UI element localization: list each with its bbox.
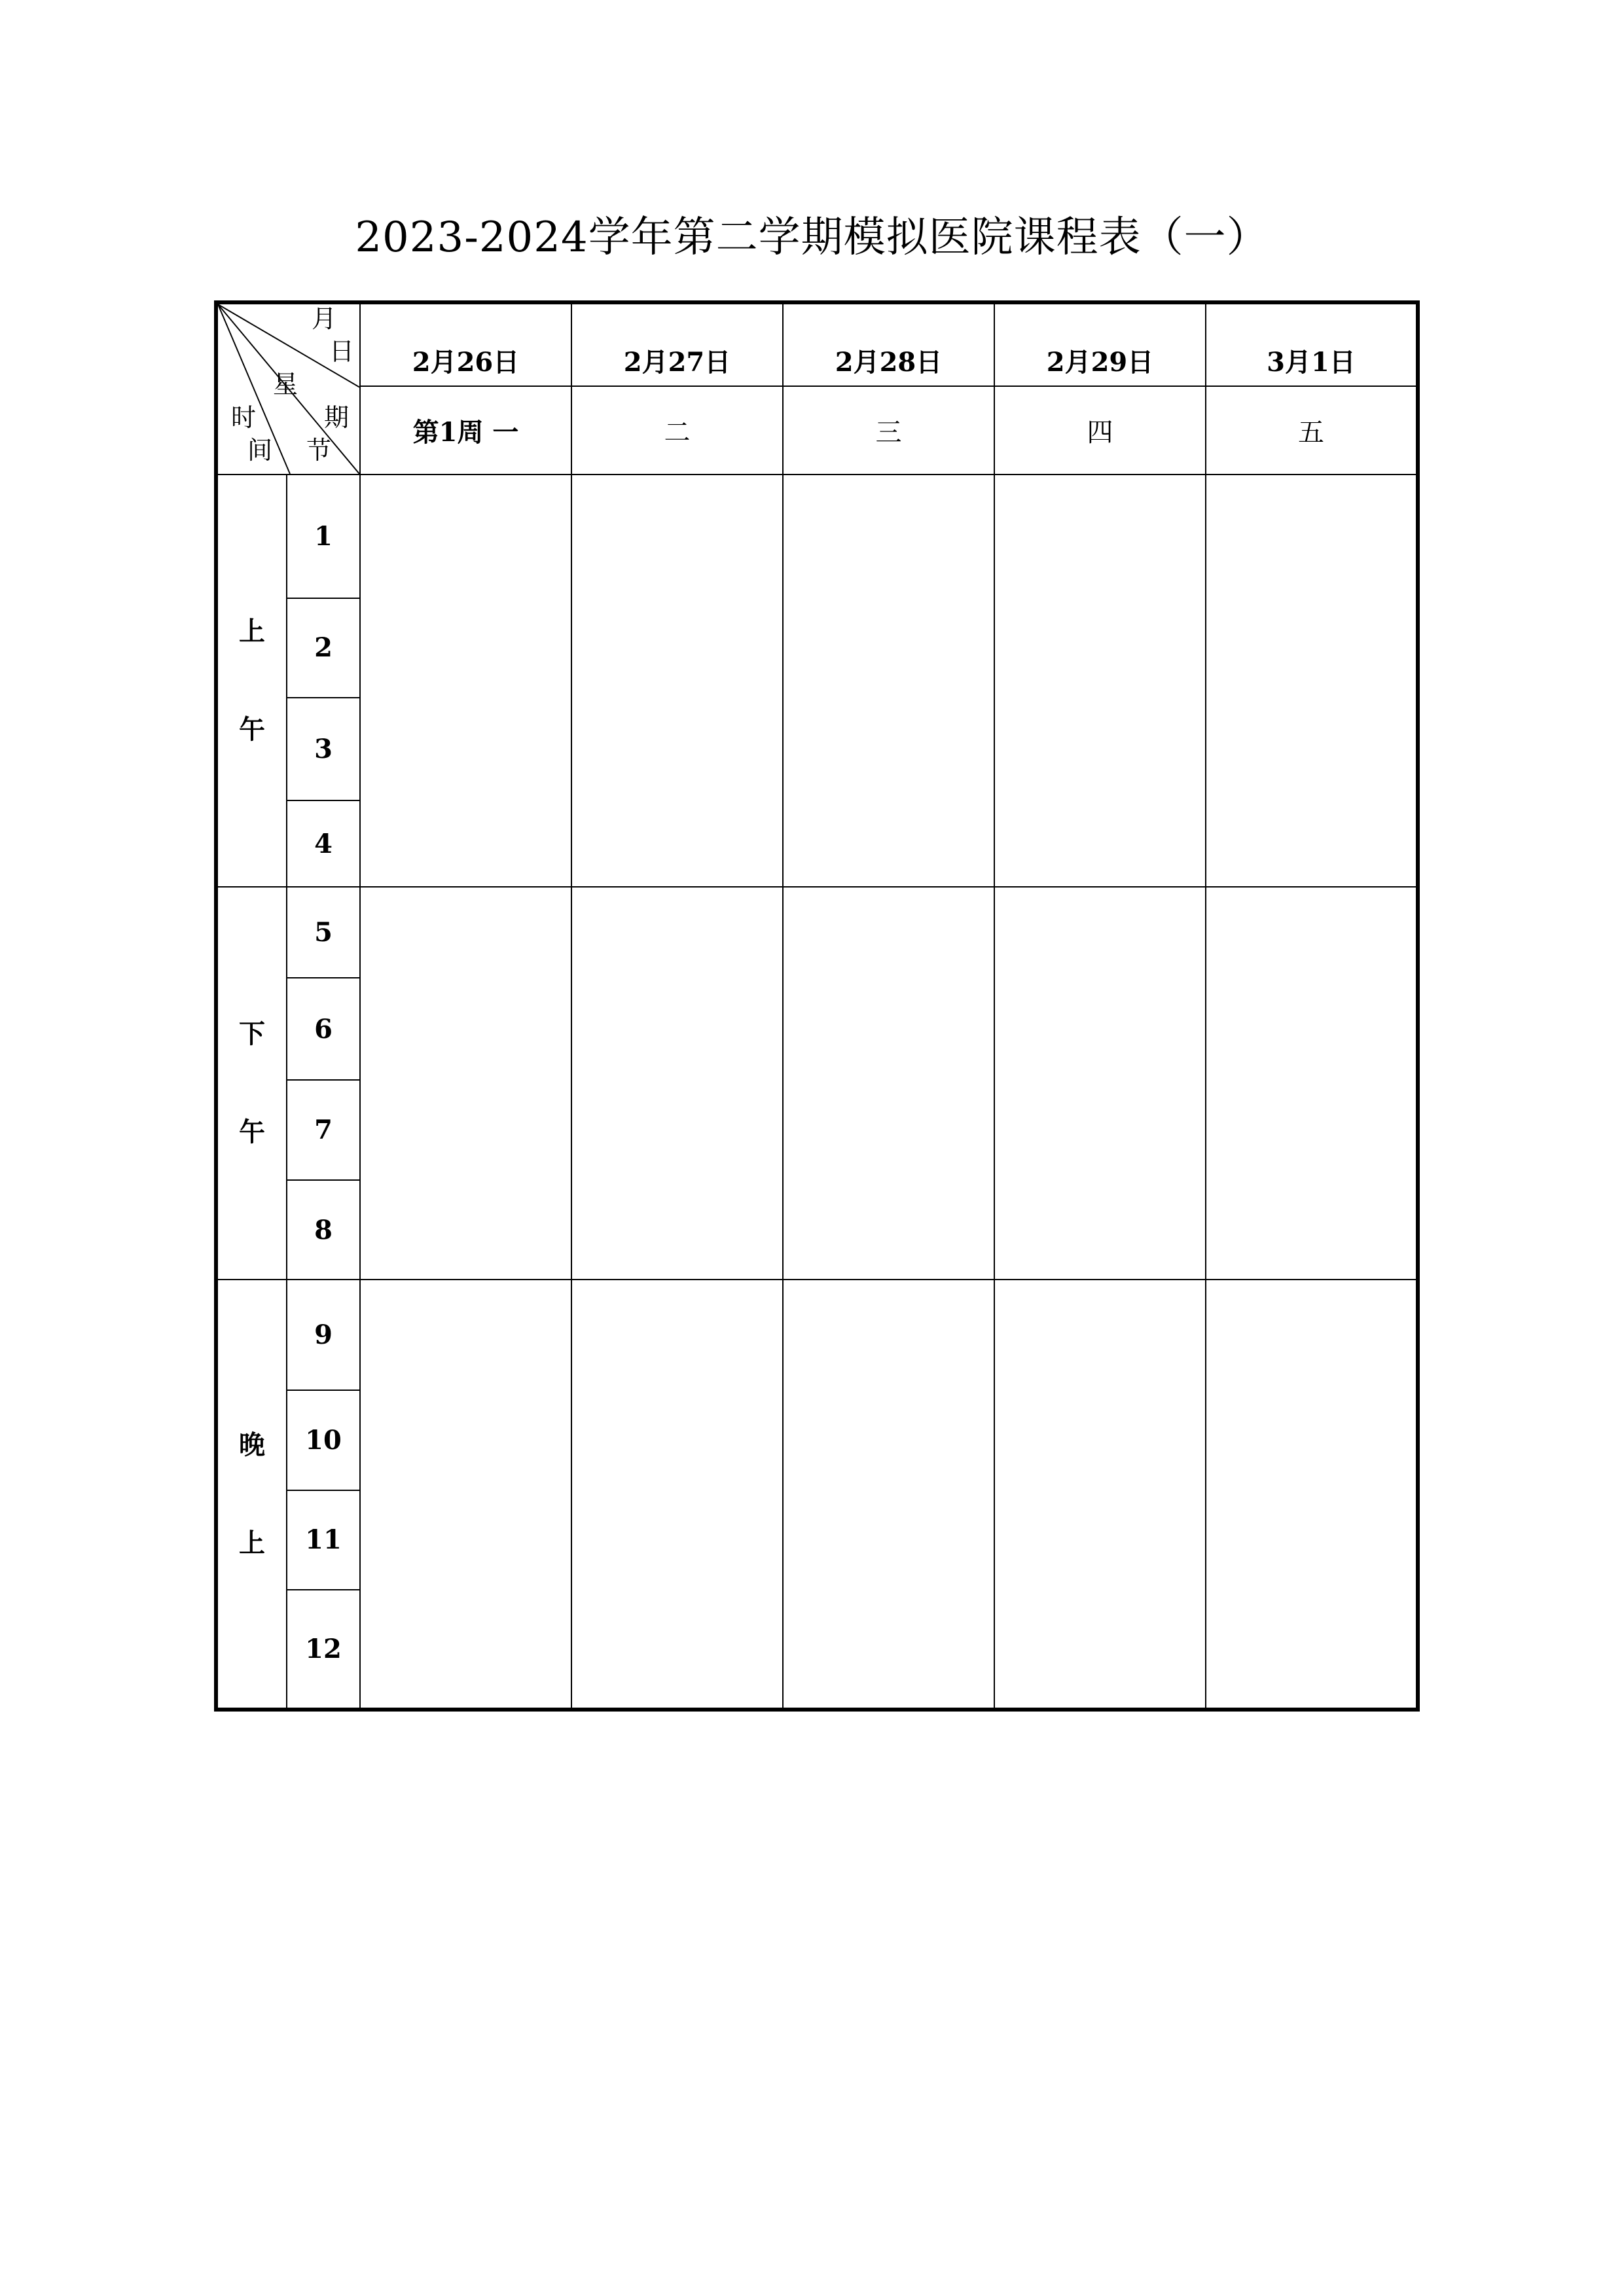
schedule-table: [214, 300, 1420, 1712]
corner-label-jie: 节: [306, 436, 332, 465]
schedule-sheet: [214, 300, 1416, 1712]
slot-number: 2: [287, 598, 360, 698]
date-cell: 2月28日: [783, 302, 994, 386]
period-label-line: 午: [239, 714, 265, 745]
course-cell-tue-morning[interactable]: [571, 475, 783, 887]
course-cell-fri-morning[interactable]: [1206, 475, 1418, 887]
slot-number: 11: [287, 1490, 360, 1590]
corner-label-jian: 间: [247, 436, 273, 465]
period-label-line: 上: [239, 616, 265, 647]
course-cell-wed-morning[interactable]: [783, 475, 994, 887]
weekday-cell: 三: [783, 386, 994, 475]
corner-label-qi: 期: [324, 403, 350, 432]
course-cell-mon-afternoon[interactable]: [360, 887, 571, 1280]
weekday-cell: 五: [1206, 386, 1418, 475]
weekday-cell: 四: [994, 386, 1206, 475]
date-cell: 2月26日: [360, 302, 571, 386]
course-cell-fri-evening[interactable]: [1206, 1280, 1418, 1710]
date-cell: 3月1日: [1206, 302, 1418, 386]
slot-number: 1: [287, 475, 360, 598]
period-label-line: 午: [239, 1117, 265, 1148]
course-cell-wed-evening[interactable]: [783, 1280, 994, 1710]
slot-number: 4: [287, 800, 360, 887]
period-afternoon-label: [216, 887, 287, 1280]
period-label-line: 下: [239, 1018, 265, 1050]
slot-number: 8: [287, 1180, 360, 1280]
weekday-cell: 二: [571, 386, 783, 475]
slot-row: [216, 887, 1418, 978]
course-cell-wed-afternoon[interactable]: [783, 887, 994, 1280]
course-cell-thu-evening[interactable]: [994, 1280, 1206, 1710]
period-label-line: 晚: [239, 1429, 265, 1460]
period-evening-label: [216, 1280, 287, 1710]
slot-number: 3: [287, 698, 360, 800]
corner-label-month: 月: [312, 304, 337, 333]
course-cell-fri-afternoon[interactable]: [1206, 887, 1418, 1280]
date-cell: 2月27日: [571, 302, 783, 386]
period-morning-label: [216, 475, 287, 887]
slot-number: 7: [287, 1080, 360, 1180]
slot-number: 12: [287, 1590, 360, 1710]
corner-header-cell: [216, 302, 360, 475]
course-cell-tue-evening[interactable]: [571, 1280, 783, 1710]
period-label-line: 上: [239, 1527, 265, 1558]
weekday-header-row: [216, 386, 1418, 475]
date-cell: 2月29日: [994, 302, 1206, 386]
course-cell-tue-afternoon[interactable]: [571, 887, 783, 1280]
course-cell-thu-morning[interactable]: [994, 475, 1206, 887]
slot-number: 9: [287, 1280, 360, 1390]
schedule-title: 2023-2024学年第二学期模拟医院课程表（一）: [355, 213, 1269, 262]
slot-number: 10: [287, 1390, 360, 1490]
course-cell-mon-morning[interactable]: [360, 475, 571, 887]
corner-label-shi: 时: [231, 403, 257, 432]
slot-row: [216, 1280, 1418, 1390]
corner-label-xing: 星: [273, 370, 298, 399]
course-cell-mon-evening[interactable]: [360, 1280, 571, 1710]
slot-number: 5: [287, 887, 360, 978]
course-cell-thu-afternoon[interactable]: [994, 887, 1206, 1280]
slot-number: 6: [287, 978, 360, 1081]
date-header-row: [216, 302, 1418, 386]
weekday-cell: 第1周 一: [360, 386, 571, 475]
slot-row: [216, 475, 1418, 598]
corner-label-day: 日: [329, 337, 355, 366]
